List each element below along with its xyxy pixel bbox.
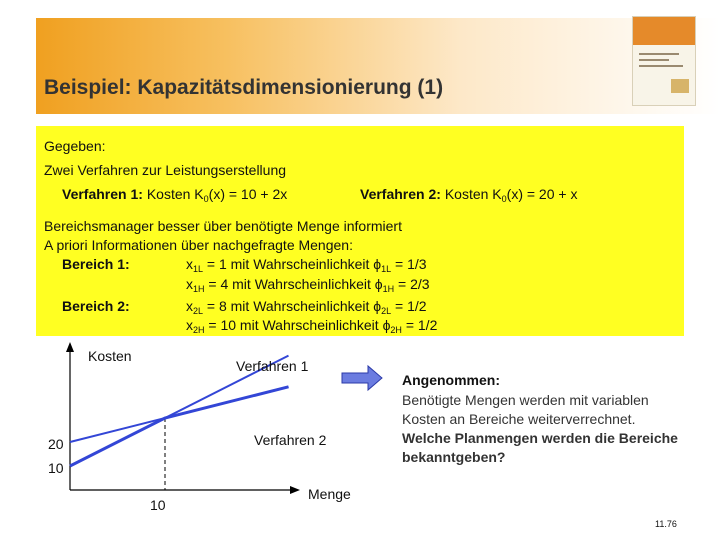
- y-tick-10: 10: [48, 460, 64, 476]
- probability-row: $x_{1L} = 1$ mit Wahrscheinlichkeit $\phi_{1L} = 1/3$: [186, 256, 427, 274]
- x-axis-label: Menge: [308, 486, 351, 502]
- probability-row: $x_{1H} = 4$ mit Wahrscheinlichkeit $\phi_{1H} = 2/3$: [186, 276, 430, 294]
- verfahren-2-formula: Verfahren 2: Kosten $K_0(x) = 20 + x$: [360, 186, 578, 204]
- x-tick-10: 10: [150, 497, 166, 513]
- note-text-1: Benötigte Mengen werden mit variablen Kosten an Bereiche weiterverrechnet.: [402, 392, 649, 427]
- verfahren-2-label: Verfahren 2:: [360, 186, 441, 202]
- given-line-1: Zwei Verfahren zur Leistungserstellung: [44, 162, 287, 178]
- given-line-3: A priori Informationen über nachgefragte Mengen:: [44, 237, 353, 253]
- given-line-2: Bereichsmanager besser über benötigte Menge informiert: [44, 218, 402, 234]
- probability-row: $x_{2L} = 8$ mit Wahrscheinlichkeit $\phi_{2L} = 1/2$: [186, 298, 427, 316]
- bereich-1-label: Bereich 1:: [62, 256, 130, 272]
- page-number: 11.76: [655, 519, 677, 529]
- series-label-verfahren-2: Verfahren 2: [254, 432, 327, 448]
- verfahren-1-label: Verfahren 1:: [62, 186, 143, 202]
- y-axis-label: Kosten: [88, 348, 132, 364]
- verfahren-1-formula: Verfahren 1: Kosten $K_0(x) = 10 + 2x$: [62, 186, 288, 204]
- series-label-verfahren-1: Verfahren 1: [236, 358, 309, 374]
- note-text-2: Welche Planmengen werden die Bereiche bekanntgeben?: [402, 430, 678, 465]
- bereich-2-label: Bereich 2:: [62, 298, 130, 314]
- note-heading: Angenommen:: [402, 372, 500, 388]
- probability-row: $x_{2H} = 10$ mit Wahrscheinlichkeit $\phi_{2H} = 1/2$: [186, 317, 438, 335]
- page-title: Beispiel: Kapazitätsdimensionierung (1): [44, 76, 444, 99]
- y-tick-20: 20: [48, 436, 64, 452]
- given-heading: Gegeben:: [44, 138, 106, 154]
